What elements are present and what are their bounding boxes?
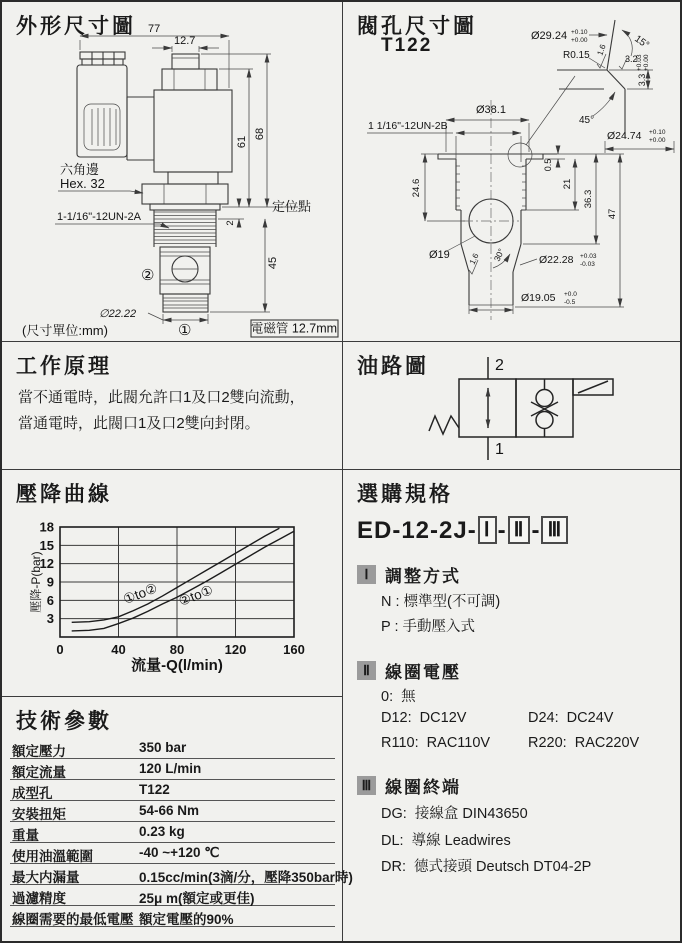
param-label: 成型孔 xyxy=(12,786,53,801)
dim-2: 2 xyxy=(225,220,236,226)
dim-dia-22-22: ∅22.22 xyxy=(99,308,137,320)
panel-technical-parameters xyxy=(2,697,353,943)
panel-ordering-specs xyxy=(343,470,682,943)
panel-pressure-drop-curve xyxy=(2,470,343,697)
param-row-temp xyxy=(10,842,335,864)
port-1-callout: ① xyxy=(178,322,192,339)
circuit-port-2: 2 xyxy=(495,357,504,374)
panel-principle-title: 工作原理 xyxy=(16,355,112,378)
label-hex-cjk: 六角邊 xyxy=(60,162,100,177)
panel-specs-title: 選購規格 xyxy=(357,483,453,506)
dim-05: 0.5 xyxy=(543,158,553,172)
dim-33: 3.3 xyxy=(637,73,647,87)
dim-2228-up: +0.03 xyxy=(580,253,597,260)
panel-circuit-diagram xyxy=(343,342,682,470)
model-box-2: Ⅱ xyxy=(508,516,531,544)
dim-2924-dn: +0.00 xyxy=(571,37,588,44)
param-label: 安裝扭矩 xyxy=(12,807,66,822)
finish-16-top: 1.6 xyxy=(595,43,608,57)
principle-text-line2: 當通電時，此閥口1及口2雙向封閉。 xyxy=(18,415,260,432)
param-value: 350 bar xyxy=(139,740,187,755)
cavity-model-label: T122 xyxy=(381,35,433,56)
spec-section-3-num: Ⅲ xyxy=(357,776,376,795)
param-value: 25μ m(額定或更佳) xyxy=(139,891,255,906)
dim-1905-up: +0.0 xyxy=(564,291,577,298)
param-row-pressure xyxy=(10,737,335,759)
spec-1-option-n: N : 標準型(不可調) xyxy=(381,594,501,610)
spec-2-option-r220: R220: RAC220V xyxy=(528,735,640,751)
y-tick-label: 18 xyxy=(39,519,54,535)
circuit-symbol xyxy=(343,342,682,470)
param-row-filtration xyxy=(10,884,335,906)
y-tick-label: 3 xyxy=(46,611,54,627)
y-tick-label: 12 xyxy=(39,556,54,572)
dim-1905-dn: -0.5 xyxy=(564,299,576,306)
model-box-3: Ⅲ xyxy=(541,516,568,544)
param-label: 過濾精度 xyxy=(12,891,66,906)
param-value: -40 ~+120 ℃ xyxy=(139,845,220,860)
label-hex-en: Hex. 32 xyxy=(60,176,105,191)
dim-246: 24.6 xyxy=(411,178,422,198)
param-label: 線圈需要的最低電壓 xyxy=(12,912,134,927)
x-tick-label: 40 xyxy=(111,642,126,657)
cavity-dimension-lines xyxy=(367,120,624,314)
unit-note: (尺寸單位:mm) xyxy=(22,323,108,338)
dim-61: 61 xyxy=(236,135,248,149)
principle-text-line1: 當不通電時，此閥允許口1及口2雙向流動， xyxy=(18,389,305,406)
spec-section-2-header xyxy=(357,658,461,682)
param-label: 重量 xyxy=(12,828,39,843)
cavity-section-shape xyxy=(438,76,575,320)
label-thread-2b: 1 1/16"-12UN-2B xyxy=(368,120,448,132)
dim-77: 77 xyxy=(148,23,161,35)
dim-2474-dn: +0.00 xyxy=(649,137,666,144)
param-label: 使用油溫範圍 xyxy=(12,849,93,864)
curve-series xyxy=(72,531,294,631)
panel-curve-title: 壓降曲線 xyxy=(16,483,112,506)
panel-params-title: 技術參數 xyxy=(16,710,112,733)
model-dash-2: - xyxy=(531,517,541,544)
dim-30deg: 30° xyxy=(491,246,507,263)
panel-outline-title: 外形尺寸圖 xyxy=(16,15,136,38)
dim-2228: Ø22.28 xyxy=(539,254,574,266)
circuit-port-1: 1 xyxy=(495,441,504,458)
param-value: 54-66 Nm xyxy=(139,803,200,818)
panel-working-principle xyxy=(2,342,343,470)
param-value: 120 L/min xyxy=(139,761,202,776)
panel-circuit-title: 油路圖 xyxy=(357,355,429,378)
param-row-cavity xyxy=(10,779,335,801)
param-value: 0.23 kg xyxy=(139,824,185,839)
curve-series xyxy=(72,528,280,622)
dim-47: 47 xyxy=(607,208,618,220)
dim-2228-dn: -0.03 xyxy=(580,261,595,268)
spec-3-option-dr: DR: 德式接頭 Deutsch DT04-2P xyxy=(381,859,592,875)
param-row-flow xyxy=(10,758,335,780)
spec-2-option-d12: D12: DC12V xyxy=(381,710,467,726)
param-row-min-voltage xyxy=(10,905,335,927)
y-tick-label: 15 xyxy=(39,537,54,553)
dim-1905: Ø19.05 xyxy=(521,292,556,304)
chart-ylabel: 壓降-P(bar) xyxy=(29,551,43,613)
dim-33-up: +0.03 xyxy=(636,54,643,71)
dim-15deg: 15° xyxy=(632,33,651,52)
spec-3-option-dg: DG: 接線盒 DIN43650 xyxy=(381,806,528,822)
finish-32: 3.2 xyxy=(625,54,638,64)
spec-2-option-0: 0: 無 xyxy=(381,689,416,705)
coil-note-text: 電磁管 12.7mm xyxy=(250,321,338,336)
model-code xyxy=(357,516,569,545)
valve-symbol xyxy=(429,357,613,460)
spec-2-option-r110: R110: RAC110V xyxy=(381,735,491,751)
model-prefix: ED-12-2J- xyxy=(357,517,477,544)
param-row-torque xyxy=(10,800,335,822)
spec-3-option-dl: DL: 導線 Leadwires xyxy=(381,833,511,849)
dim-19: Ø19 xyxy=(429,249,450,261)
y-tick-label: 9 xyxy=(46,574,54,590)
dim-45deg: 45° xyxy=(579,115,595,126)
finish-16-chamfer: 1.6 xyxy=(467,251,481,266)
panel-outline-dimensions xyxy=(2,2,343,342)
dim-68: 68 xyxy=(254,127,266,141)
x-tick-label: 80 xyxy=(169,642,185,657)
model-box-1: Ⅰ xyxy=(478,516,497,544)
chart-xlabel: 流量-Q(l/min) xyxy=(131,657,223,674)
dim-2924: Ø29.24 xyxy=(531,30,568,42)
x-tick-label: 0 xyxy=(56,642,64,657)
spec-section-1-num: Ⅰ xyxy=(357,565,376,584)
spec-section-1-header xyxy=(357,562,461,586)
spec-2-option-d24: D24: DC24V xyxy=(528,710,614,726)
model-dash-1: - xyxy=(497,517,507,544)
param-label: 最大内漏量 xyxy=(12,870,80,885)
dim-33-dn: +0.00 xyxy=(643,54,650,71)
outline-drawing xyxy=(2,2,343,342)
spec-1-option-p: P : 手動壓入式 xyxy=(381,619,475,635)
thread-lines xyxy=(154,212,216,244)
param-value: T122 xyxy=(139,782,170,797)
param-value: 0.15cc/min(3滴/分，壓降350bar時) xyxy=(139,870,353,885)
label-thread-2a: 1-1/16"-12UN-2A xyxy=(57,211,141,223)
curve-label: ①to② xyxy=(121,580,160,608)
x-tick-label: 160 xyxy=(283,642,305,657)
curve-label: ②to① xyxy=(176,582,216,609)
spec-section-1-title: 調整方式 xyxy=(385,567,461,586)
param-row-weight xyxy=(10,821,335,843)
label-locating-point: 定位點 xyxy=(272,199,312,214)
x-tick-label: 120 xyxy=(224,642,247,657)
param-row-leakage xyxy=(10,863,353,885)
dim-2474-up: +0.10 xyxy=(649,129,666,136)
y-tick-label: 6 xyxy=(46,592,54,608)
pressure-drop-chart xyxy=(2,470,343,697)
dim-12-7: 12.7 xyxy=(174,35,196,47)
dim-21: 21 xyxy=(562,178,573,190)
dim-2474: Ø24.74 xyxy=(607,130,642,142)
panel-cavity-dimensions xyxy=(343,2,682,342)
param-label: 額定流量 xyxy=(12,765,66,780)
spec-section-2-title: 線圈電壓 xyxy=(385,663,461,682)
panel-cavity-title: 閥孔尺寸圖 xyxy=(357,15,477,38)
port-2-callout: ② xyxy=(141,267,155,284)
dim-45: 45 xyxy=(267,256,279,270)
cavity-drawing xyxy=(343,2,682,342)
param-label: 額定壓力 xyxy=(12,744,66,759)
param-value: 額定電壓的90% xyxy=(139,912,234,927)
spec-section-3-header xyxy=(357,773,461,797)
spec-section-2-num: Ⅱ xyxy=(357,661,376,680)
spec-section-3-title: 線圈終端 xyxy=(385,778,461,797)
dim-r015: R0.15 xyxy=(563,50,590,61)
dim-363: 36.3 xyxy=(583,189,594,209)
dim-381: Ø38.1 xyxy=(476,104,506,116)
dim-2924-up: +0.10 xyxy=(571,29,588,36)
